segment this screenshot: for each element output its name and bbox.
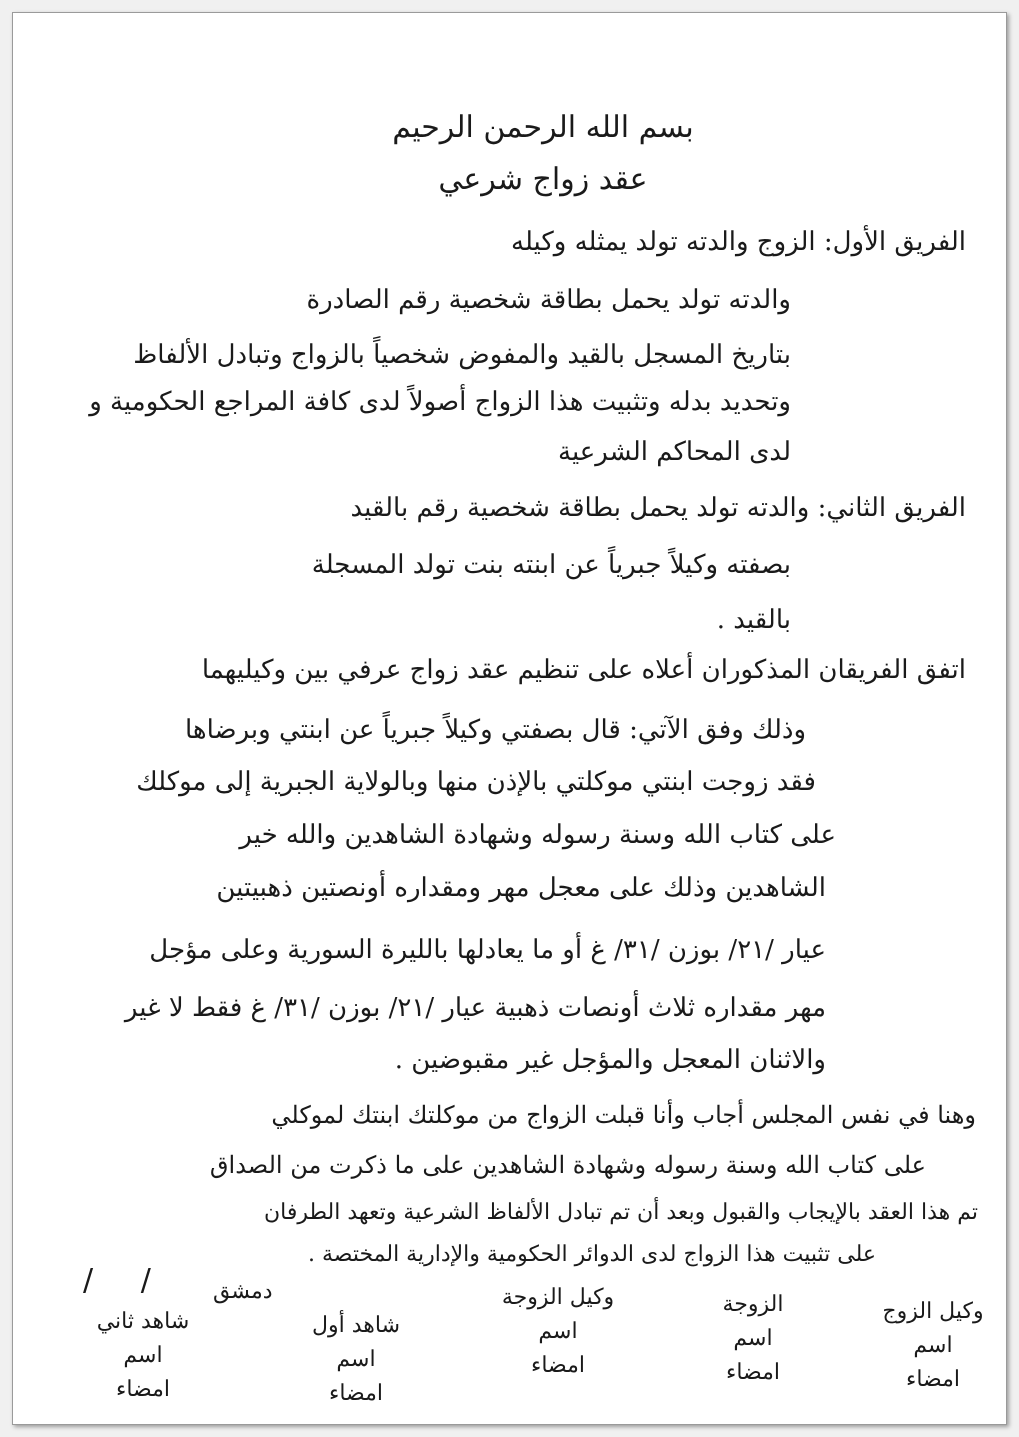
- body-line: وتحديد بدله وتثبيت هذا الزواج أصولاً لدى كافة المراجع الحكومية و: [89, 387, 791, 417]
- sign-label: امضاء: [725, 1360, 781, 1385]
- place-label: دمشق: [213, 1279, 273, 1304]
- sign-label: امضاء: [115, 1377, 171, 1402]
- body-line: لدى المحاكم الشرعية: [558, 437, 791, 467]
- body-line: مهر مقداره ثلاث أونصات ذهبية عيار /٢١/ بوزن /٣١/ غ فقط لا غير: [124, 993, 826, 1023]
- body-line: عيار /٢١/ بوزن /٣١/ غ أو ما يعادلها بالليرة السورية وعلى مؤجل: [149, 935, 826, 965]
- body-line: بصفته وكيلاً جبرياً عن ابنته بنت تولد المسجلة: [311, 550, 791, 580]
- body-line: والاثنان المعجل والمؤجل غير مقبوضين .: [394, 1045, 826, 1075]
- sign-label: امضاء: [905, 1367, 961, 1392]
- body-line: فقد زوجت ابنتي موكلتي بالإذن منها وبالولاية الجبرية إلى موكلك: [136, 767, 816, 797]
- body-line: اتفق الفريقان المذكوران أعلاه على تنظيم عقد زواج عرفي بين وكيليهما: [201, 655, 966, 685]
- name-label: اسم: [733, 1326, 773, 1351]
- signatory-title: الزوجة: [722, 1292, 784, 1317]
- body-line: وهنا في نفس المجلس أجاب وأنا قبلت الزواج من موكلتك ابنتك لموكلي: [271, 1101, 976, 1129]
- name-label: اسم: [123, 1343, 163, 1368]
- document-page: [12, 12, 1007, 1425]
- signature-block-first-witness: [281, 1309, 431, 1411]
- sign-label: امضاء: [530, 1353, 586, 1378]
- signature-block-wife-agent: [483, 1281, 633, 1383]
- signatory-title: شاهد أول: [312, 1313, 400, 1338]
- date-field: / /: [83, 1263, 151, 1298]
- signatory-title: شاهد ثاني: [96, 1309, 190, 1334]
- name-label: اسم: [913, 1333, 953, 1358]
- name-label: اسم: [336, 1347, 376, 1372]
- document-title: عقد زواج شرعي: [438, 162, 648, 197]
- body-line: بتاريخ المسجل بالقيد والمفوض شخصياً بالزواج وتبادل الألفاظ: [133, 340, 791, 370]
- body-line: الفريق الأول: الزوج والدته تولد يمثله وكيله: [511, 227, 966, 257]
- signature-block-second-witness: [68, 1305, 218, 1407]
- signatory-title: وكيل الزوج: [882, 1299, 984, 1324]
- body-line: الشاهدين وذلك على معجل مهر ومقداره أونصتين ذهبيتين: [216, 873, 826, 903]
- body-line: وذلك وفق الآتي: قال بصفتي وكيلاً جبرياً عن ابنتي وبرضاها: [184, 715, 806, 745]
- body-line: والدته تولد يحمل بطاقة شخصية رقم الصادرة: [306, 285, 791, 315]
- body-line: على كتاب الله وسنة رسوله وشهادة الشاهدين على ما ذكرت من الصداق: [209, 1151, 926, 1179]
- body-line: بالقيد .: [716, 605, 791, 635]
- body-line: على تثبيت هذا الزواج لدى الدوائر الحكومية والإدارية المختصة .: [307, 1242, 876, 1267]
- sign-label: امضاء: [328, 1381, 384, 1406]
- body-line: تم هذا العقد بالإيجاب والقبول وبعد أن تم تبادل الألفاظ الشرعية وتعهد الطرفان: [263, 1200, 978, 1225]
- body-line: الفريق الثاني: والدته تولد يحمل بطاقة شخصية رقم بالقيد: [350, 493, 966, 523]
- signature-block-wife: [678, 1288, 828, 1390]
- basmala: بسم الله الرحمن الرحيم: [392, 110, 694, 145]
- body-line: على كتاب الله وسنة رسوله وشهادة الشاهدين والله خير: [239, 820, 836, 850]
- name-label: اسم: [538, 1319, 578, 1344]
- signatory-title: وكيل الزوجة: [501, 1285, 615, 1310]
- signature-block-husband-agent: [858, 1295, 1008, 1397]
